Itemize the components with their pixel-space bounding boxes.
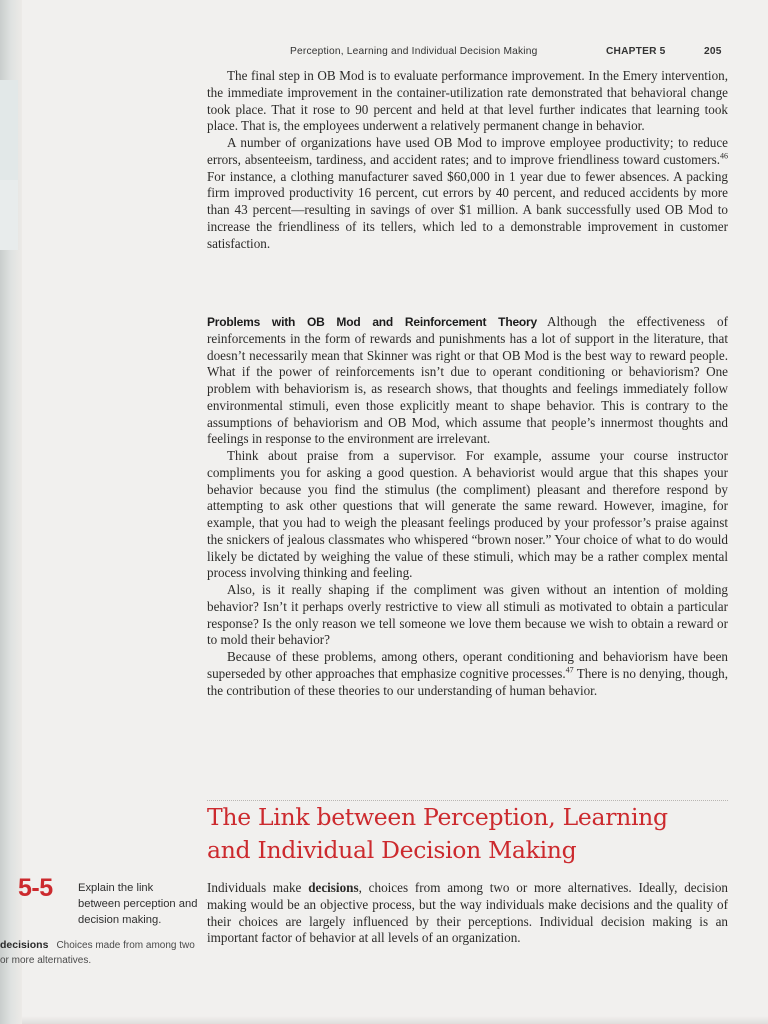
body-paragraph: Think about praise from a supervisor. For example, assume your course instructor compliments you for asking a good question. A behaviorist would argue that this shapes your behavior because you find the stimulus (the compliment) pleasant and therefore respond by attempting to ask other questions that will generate the same reward. However, imagine, for example, that you had to weigh the pleasant feelings produced by your professor’s praise against the snickers of jealous classmates who whispered “brown noser.” Your choice of what to do would likely be dictated by weighing the value of these stimuli, which may be a rather complex mental process involving thinking and feeling. <box>207 448 728 581</box>
paragraph-text: Individuals make <box>207 880 309 895</box>
adjacent-page-strip <box>0 80 18 190</box>
section-heading <box>207 801 728 867</box>
key-term: decisions <box>308 880 359 895</box>
running-head-chapter: CHAPTER 5 <box>606 46 666 57</box>
section-heading-line: The Link between Perception, Learning <box>207 803 668 831</box>
page-binding-edge <box>0 0 22 1024</box>
paragraph-text: There is no denying, though, the contribution of these theories to our understanding of human behavior. <box>207 665 729 698</box>
running-head <box>290 46 726 62</box>
glossary-term: decisions <box>0 939 49 951</box>
section-heading-line: and Individual Decision Making <box>207 836 577 864</box>
paragraph-text: , choices from among two or more alternatives. Ideally, decision making would be an objective process, but the way individuals make decisions and the quality of their choices are largely influenced by their perceptions. Individual decision making is an important factor of behavior at all levels of an organization. <box>207 880 728 946</box>
adjacent-page-strip <box>0 180 18 250</box>
endnote-marker: 46 <box>720 151 728 161</box>
paragraph-text: Although the effectiveness of reinforcements in the form of rewards and punishments has a lot of support in the literature, that doesn’t necessarily mean that Skinner was right or that OB Mod is the best way to reward people. What if the power of reinforcements isn’t due to operant conditioning or behaviorism? One problem with behaviorism is, as research shows, that thoughts and feelings immediately follow environmental stimuli, even those explicitly meant to shape behavior. This is contrary to the assumptions of behaviorism and OB Mod, which assume that people’s innermost thoughts and feelings in response to the environment are irrelevant. <box>207 314 728 447</box>
problems-section <box>207 314 728 699</box>
page-bottom-shadow <box>22 1016 768 1024</box>
run-in-heading: Problems with OB Mod and Reinforcement Theory <box>207 315 537 329</box>
paragraph-text: A number of organizations have used OB Mod to improve employee productivity; to reduce errors, absenteeism, tardiness, and accident rates; and to improve friendliness toward customers. <box>207 135 728 167</box>
paragraph-text: For instance, a clothing manufacturer saved $60,000 in 1 year due to fewer absences. A packing firm improved productivity 16 percent, cut errors by 40 percent, and reduced accidents by more than 43 percent—resulting in savings of over $1 million. A bank successfully used OB Mod to increase the friendliness of its tellers, which led to a demonstrable improvement in customer satisfaction. <box>207 168 728 251</box>
learning-objective-number: 5-5 <box>18 874 53 902</box>
body-paragraph <box>207 649 728 699</box>
learning-objective-text: Explain the link between perception and decision making. <box>78 882 198 927</box>
running-head-title: Perception, Learning and Individual Decision Making <box>290 46 538 57</box>
page-number: 205 <box>704 46 722 57</box>
opening-text-block <box>207 68 728 252</box>
body-paragraph: Also, is it really shaping if the compliment was given without an intention of molding behavior? Isn’t it perhaps overly restrictive to view all stimuli as motivated to obtain a particular response? Is the only reason we tell someone we love them because we wish to obtain a reward or to mold their behavior? <box>207 582 728 648</box>
body-paragraph <box>207 135 728 252</box>
glossary-definition: Choices made from among two or more alternatives. <box>0 940 195 966</box>
body-paragraph: The final step in OB Mod is to evaluate performance improvement. In the Emery intervention, the immediate improvement in the container-utilization rate demonstrated that behavioral change took place. That it rose to 90 percent and held at that level further indicates that learning took place. That is, the employees underwent a relatively permanent change in behavior. <box>207 68 728 134</box>
body-paragraph <box>207 880 728 947</box>
endnote-marker: 47 <box>565 665 574 675</box>
margin-glossary <box>0 938 196 968</box>
paragraph-text: Because of these problems, among others, operant conditioning and behaviorism have been superseded by other approaches that emphasize cognitive processes. <box>207 649 728 681</box>
decision-text-block <box>207 880 728 947</box>
body-paragraph <box>207 314 728 448</box>
